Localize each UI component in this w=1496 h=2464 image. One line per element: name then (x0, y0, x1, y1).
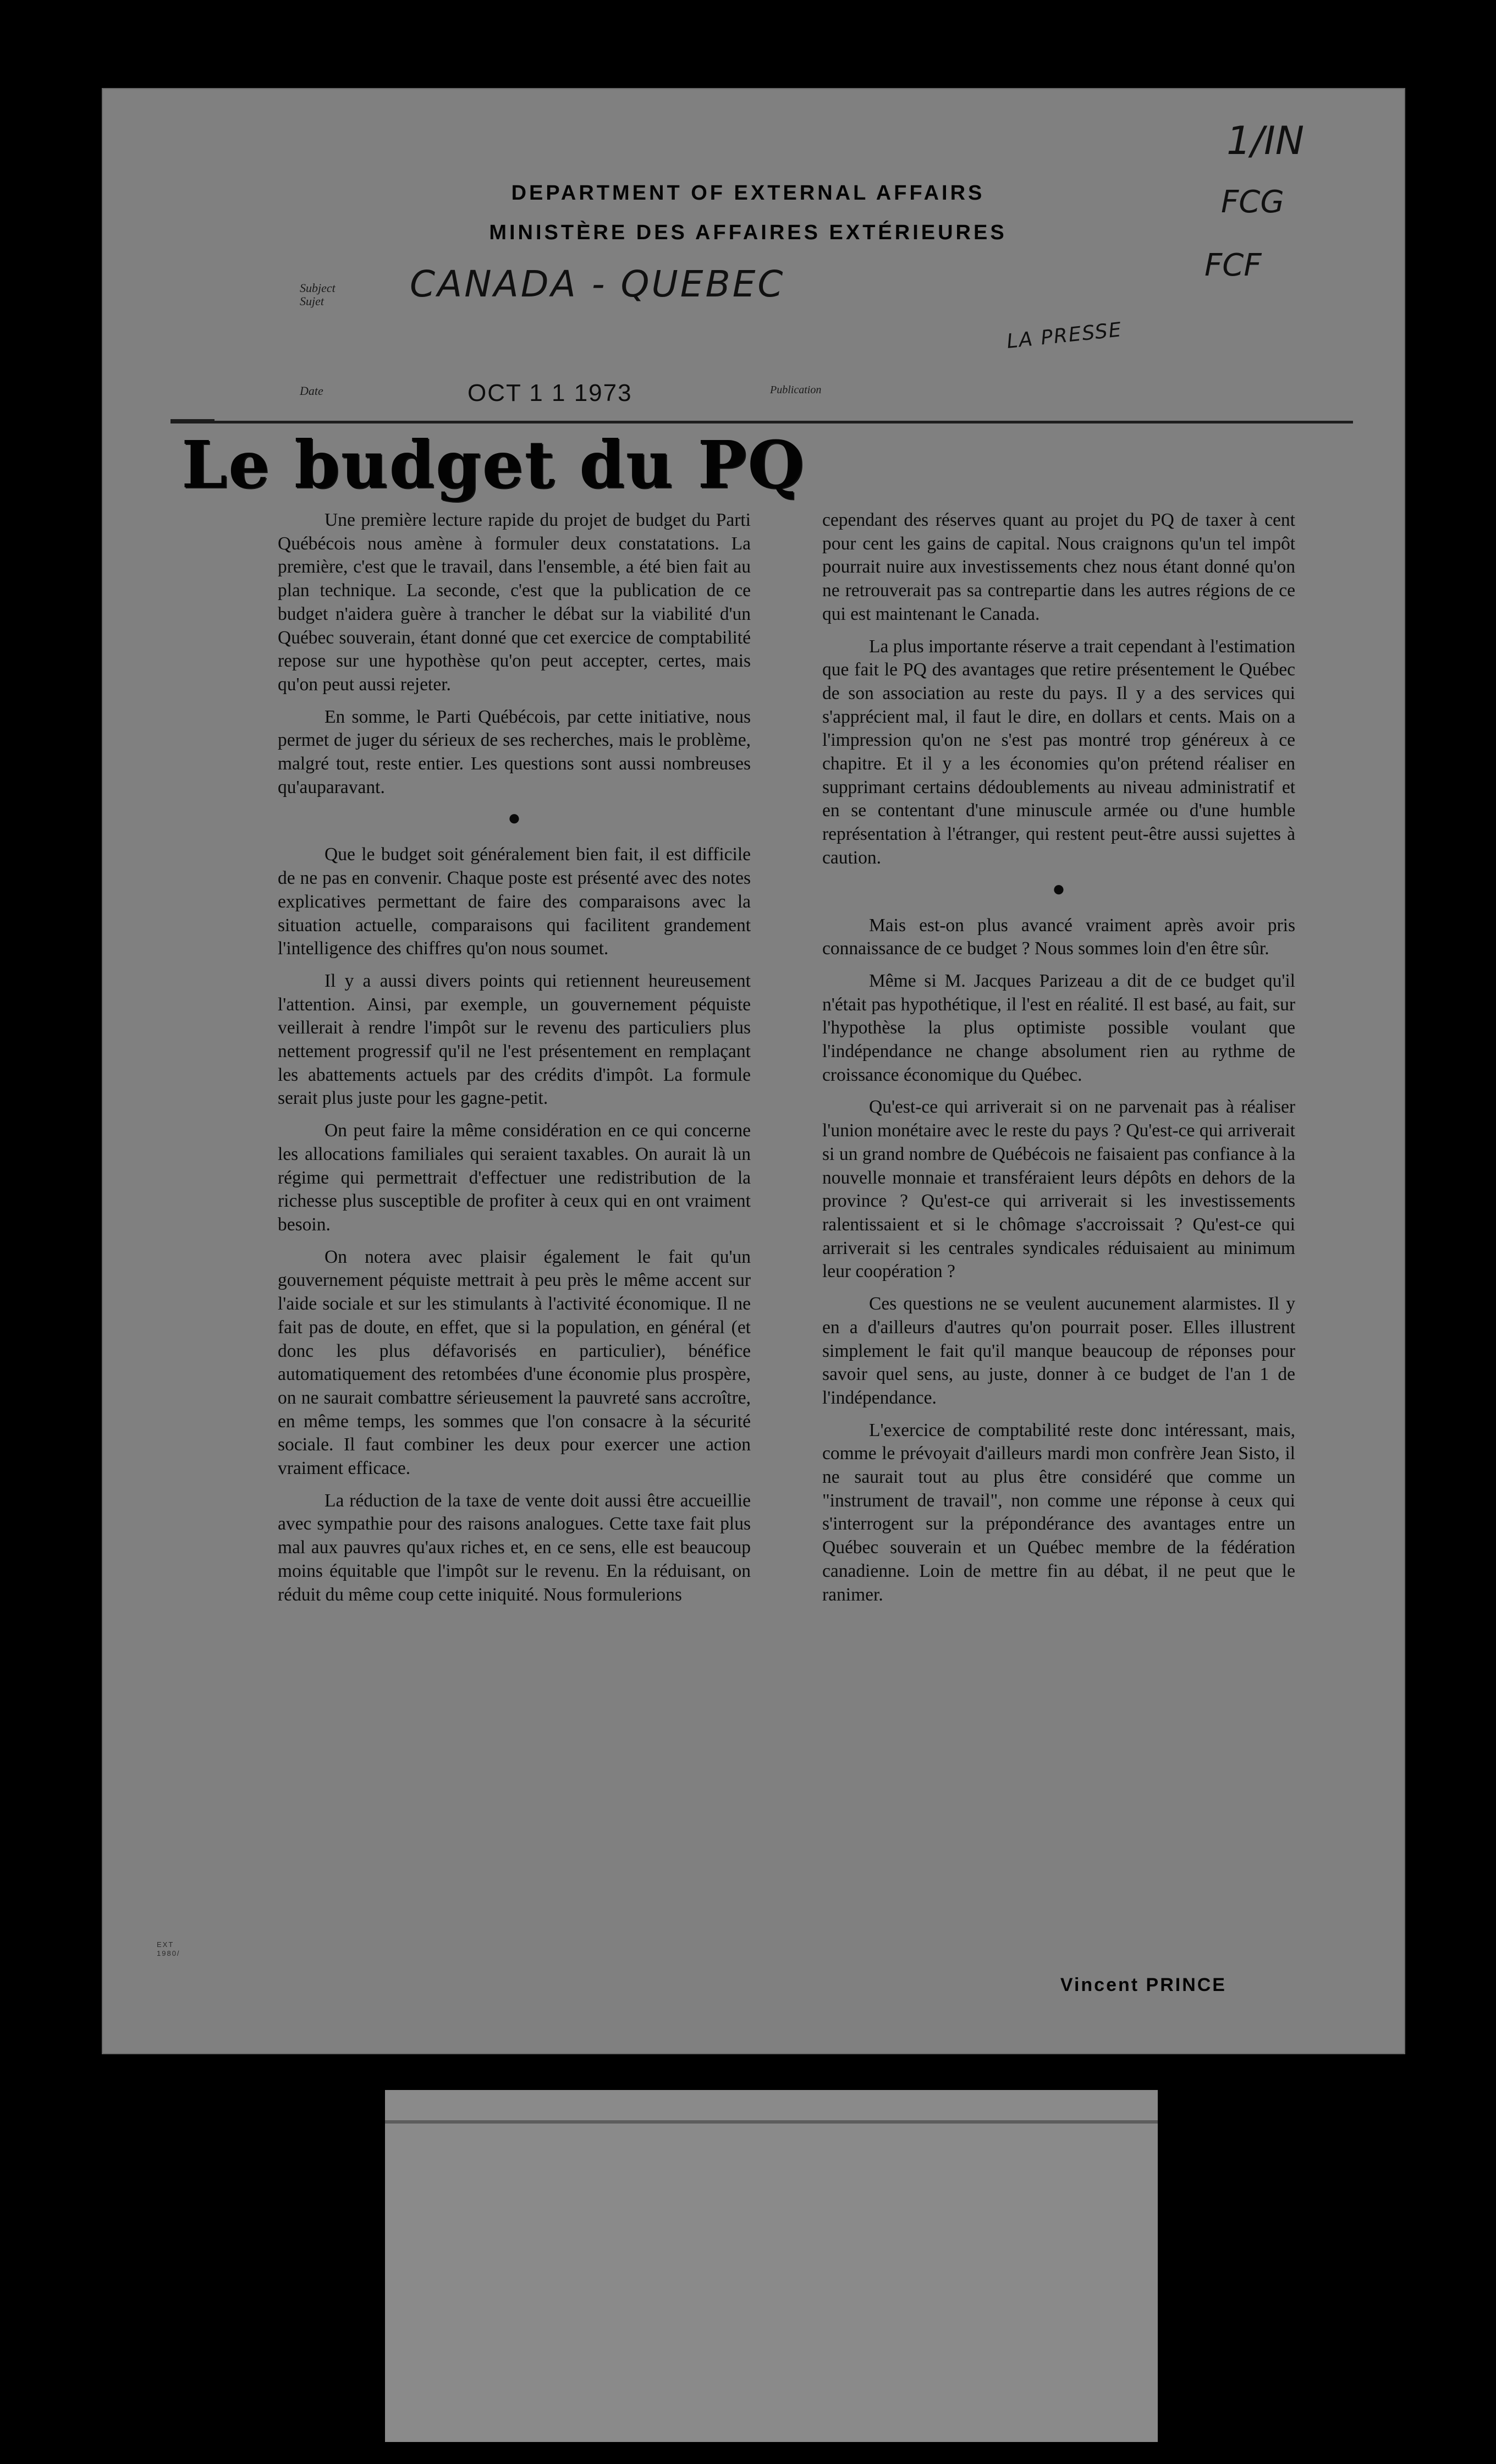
margin-note-2: FCG (1221, 184, 1284, 220)
subject-value: CANADA - QUEBEC (410, 263, 785, 305)
paragraph: Ces questions ne se veulent aucunement alarmistes. Il y en a d'ailleurs d'autres qu'on pourrait poser. Elles illustrent simplement le fait qu'il manque beaucoup de réponses pour savoir quel sens, au juste, donner à ce budget de l'an 1 de l'indépendance. (822, 1294, 1295, 1408)
lower-sheet-edge (385, 2120, 1158, 2124)
paragraph: Une première lecture rapide du projet de budget du Parti Québécois nous amène à formuler deux constatations. La première, c'est que le travail, dans l'ensemble, a été bien fait au plan technique. La seconde, c'est que la publication de ce budget n'aidera guère à trancher le débat sur la viabilité d'un Québec souverain, étant donné que cet exercice de comptabilité repose sur une hypothèse qu'on peut accepter, certes, mais qu'on peut aussi rejeter. (278, 510, 751, 695)
date-value: OCT 1 1 1973 (468, 380, 632, 406)
headline: Le budget du PQ (182, 426, 806, 503)
lower-sheet (385, 2090, 1158, 2442)
header-rule (170, 421, 1353, 424)
article-right-column (822, 509, 1295, 1607)
department-header-fr: MINISTÈRE DES AFFAIRES EXTÉRIEURES (489, 221, 1007, 244)
paragraph: Il y a aussi divers points qui retiennent heureusement l'attention. Ainsi, par exemple, un gouvernement péquiste veillerait à rendre l'impôt sur le revenu des particuliers plus nettement progressif qu'il ne l'est présentement en remplaçant les abattements actuels par des crédits d'impôt. La formule serait plus juste pour les gagne-petit. (278, 970, 751, 1109)
section-bullet: ● (507, 805, 521, 831)
margin-note-1: 1/IN (1226, 118, 1305, 163)
subject-label: Subject Sujet (300, 281, 336, 308)
paragraph: La plus importante réserve a trait cependant à l'estimation que fait le PQ des avantages que retire présentement le Québec de son association au reste du pays. Il y a des services qui s'apprécient mal, il faut le dire, en dollars et cents. Mais on a l'impression qu'on ne s'est pas montré trop généreux à ce chapitre. Et il y a les économies qu'on prétend réaliser en supprimant certains dédoublements au niveau administratif et en se contentant d'une minuscule armée ou d'une humble représentation à l'étranger, qui restent peut-être aussi sujettes à caution. (822, 636, 1295, 868)
paragraph: Qu'est-ce qui arriverait si on ne parvenait pas à réaliser l'union monétaire avec le reste du pays ? Qu'est-ce qui arriverait si un grand nombre de Québécois ne faisaient pas confiance à la nouvelle monnaie et transféraient leurs dépôts en dehors de la province ? Qu'est-ce qui arriverait si les investissements ralentissaient et si le chômage s'accroissait ? Qu'est-ce qui arriverait si les centrales syndicales réduisaient au minimum leur coopération ? (822, 1097, 1295, 1282)
section-bullet: ● (1052, 876, 1066, 901)
paragraph: L'exercice de comptabilité reste donc intéressant, mais, comme le prévoyait d'ailleurs mardi mon confrère Jean Sisto, il ne saurait tout au plus être considéré que comme un "instrument de travail", non comme une réponse à ceux qui s'interrogent sur la prépondérance des avantages entre un Québec souverain et un Québec membre de la fédération canadienne. Loin de mettre fin au débat, il ne peut que le ranimer. (822, 1420, 1295, 1605)
paragraph: Que le budget soit généralement bien fait, il est difficile de ne pas en convenir. Chaque poste est présenté avec des notes explicatives permettant de faire des comparaisons avec la situation actuelle, comparaisons qui facilitent grandement l'intelligence des chiffres qu'on nous soumet. (278, 844, 751, 959)
author-signature: Vincent PRINCE (1060, 1975, 1226, 1995)
paragraph: Même si M. Jacques Parizeau a dit de ce budget qu'il n'était pas hypothétique, il l'est en réalité. Il est basé, au fait, sur l'hypothèse la plus optimiste possible voulant que l'indépendance ne change absolument rien au rythme de croissance économique du Québec. (822, 970, 1295, 1085)
article-left-column (278, 509, 751, 1607)
publication-label: Publication (770, 384, 822, 396)
paragraph: La réduction de la taxe de vente doit aussi être accueillie avec sympathie pour des raisons analogues. Cette taxe fait plus mal aux pauvres qu'aux riches et, en ce sens, elle est beaucoup moins équitable que l'impôt sur le revenu. En la réduisant, on réduit du même coup cette iniquité. Nous formulerions (278, 1490, 751, 1605)
margin-note-3: FCF (1204, 248, 1262, 283)
rule-end-mark (170, 419, 215, 424)
paragraph: On notera avec plaisir également le fait qu'un gouvernement péquiste mettrait à peu près le même accent sur l'aide sociale et sur les stimulants à l'activité économique. Il ne fait pas de doute, en effet, que si la population, en général (et donc les plus défavorisés en particulier), bénéfice automatiquement des retombées d'une économie plus prospère, on ne saurait combattre sérieusement la pauvreté sans accroître, en même temps, les sommes que l'on consacre à la sécurité sociale. Il faut combiner les deux pour exercer une action vraiment efficace. (278, 1246, 751, 1479)
date-label: Date (300, 384, 323, 398)
paragraph: En somme, le Parti Québécois, par cette initiative, nous permet de juger du sérieux de ses recherches, mais le problème, malgré tout, reste entier. Les questions sont aussi nombreuses qu'auparavant. (278, 706, 751, 798)
paragraph: cependant des réserves quant au projet du PQ de taxer à cent pour cent les gains de capital. Nous craignons qu'un tel impôt pourrait nuire aux investissements chez nous étant donné qu'on ne retrouverait pas sa contrepartie dans les autres régions de ce qui est maintenant le Canada. (822, 510, 1295, 624)
publication-value: LA PRESSE (1005, 318, 1124, 353)
archive-stamp: EXT 1980/ (157, 1940, 180, 1957)
department-header-en: DEPARTMENT OF EXTERNAL AFFAIRS (511, 182, 985, 205)
paragraph: Mais est-on plus avancé vraiment après avoir pris connaissance de ce budget ? Nous sommes loin d'en être sûr. (822, 915, 1295, 959)
paragraph: On peut faire la même considération en ce qui concerne les allocations familiales qui seraient taxables. On aurait là un régime qui permettrait d'effectuer une redistribution de la richesse plus susceptible de profiter à ceux qui en ont vraiment besoin. (278, 1120, 751, 1235)
